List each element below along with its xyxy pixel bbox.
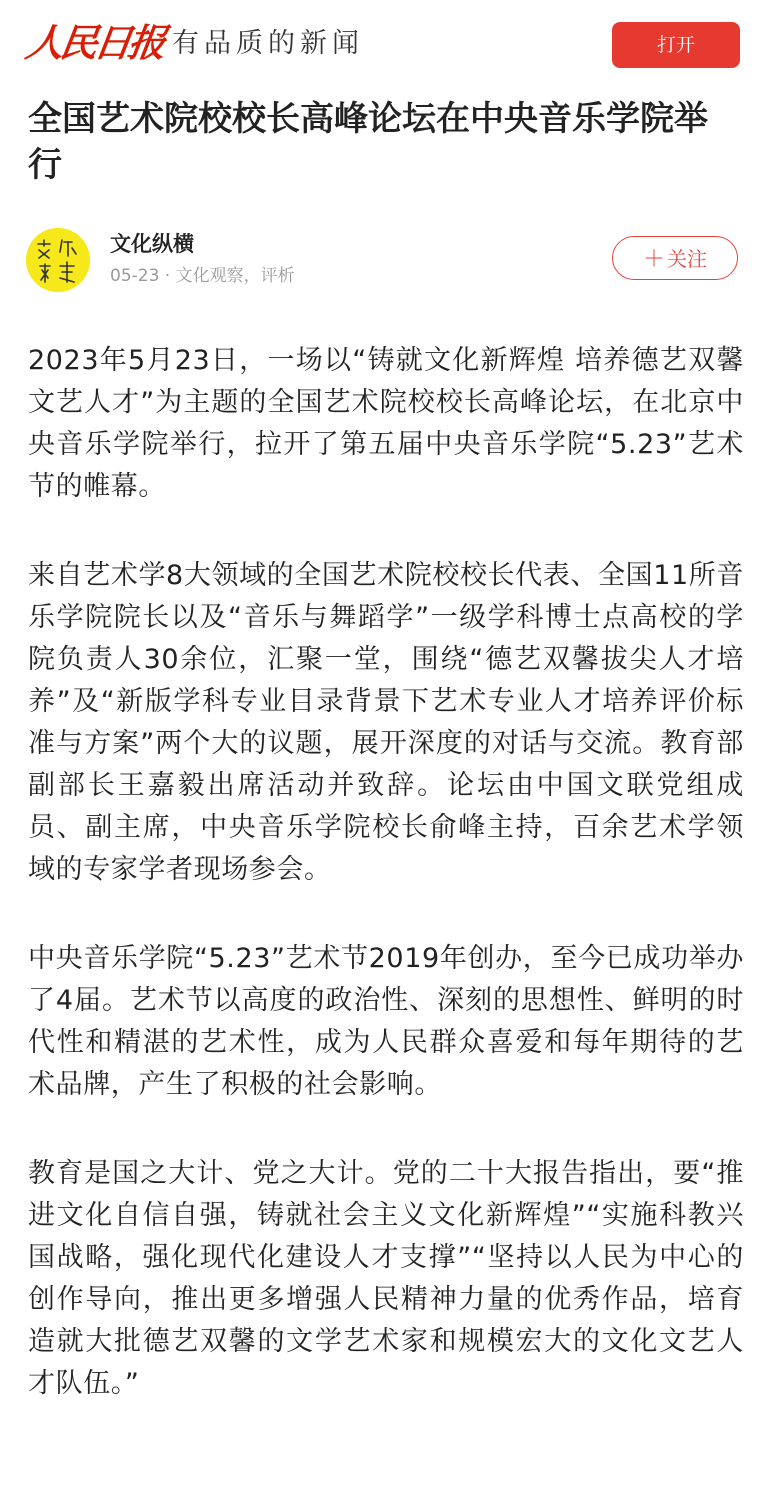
follow-button[interactable] xyxy=(612,236,738,280)
app-header xyxy=(0,0,768,88)
article-title: 全国艺术院校校长高峰论坛在中央音乐学院举行 xyxy=(28,99,708,185)
article-paragraph: 2023年5月23日，一场以“铸就文化新辉煌 培养德艺双馨文艺人才”为主题的全国艺术院校校长高峰论坛，在北京中央音乐学院举行，拉开了第五届中央音乐学院“5.23”艺术节的帷幕。 xyxy=(28,345,744,502)
author-name[interactable]: 文化纵横 xyxy=(110,232,194,256)
plus-icon: ＋ xyxy=(642,247,665,272)
follow-label: 关注 xyxy=(667,247,707,271)
author-row xyxy=(26,228,742,292)
people-daily-logo: 人民日报 xyxy=(22,20,166,65)
article-paragraph: 教育是国之大计、党之大计。党的二十大报告指出，要“推进文化自信自强，铸就社会主义文化新辉煌”“实施科教兴国战略，强化现代化建设人才支撑”“坚持以人民为中心的创作导向，推出更多增强人民精神力量的优秀作品，培育造就大批德艺双馨的文学艺术家和规模宏大的文化文艺人才队伍。” xyxy=(28,1158,744,1399)
author-avatar[interactable] xyxy=(26,228,90,292)
avatar-calligraphy-icon xyxy=(26,228,90,292)
header-slogan: 有品质的新闻 xyxy=(172,28,364,59)
article-body xyxy=(28,340,744,1452)
open-app-button[interactable]: 打开 xyxy=(612,22,740,68)
article-paragraph: 来自艺术学8大领域的全国艺术院校校长代表、全国11所音乐学院院长以及“音乐与舞蹈学”一级学科博士点高校的学院负责人30余位，汇聚一堂，围绕“德艺双馨拔尖人才培养”及“新版学科专业目录背景下艺术专业人才培养评价标准与方案”两个大的议题，展开深度的对话与交流。教育部副部长王嘉毅出席活动并致辞。论坛由中国文联党组成员、副主席，中央音乐学院校长俞峰主持，百余艺术学领域的专家学者现场参会。 xyxy=(28,560,744,885)
article-paragraph: 中央音乐学院“5.23”艺术节2019年创办，至今已成功举办了4届。艺术节以高度的政治性、深刻的思想性、鲜明的时代性和精湛的艺术性，成为人民群众喜爱和每年期待的艺术品牌，产生了积极的社会影响。 xyxy=(28,943,744,1100)
author-meta: 05-23 · 文化观察，评析 xyxy=(110,266,295,286)
